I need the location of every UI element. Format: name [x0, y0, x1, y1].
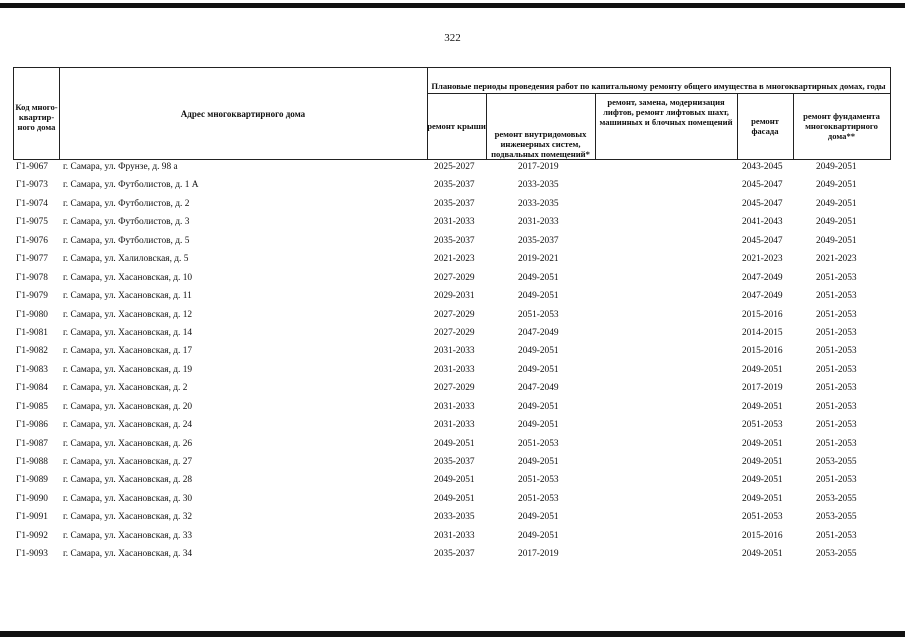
row-code: Г1-9081: [16, 327, 48, 338]
row-facade: 2041-2043: [742, 217, 783, 228]
row-engineering: 2049-2051: [518, 364, 559, 375]
row-address: г. Самара, ул. Хасановская, д. 20: [63, 401, 193, 412]
header-lifts: ремонт, замена, модернизация лифтов, ремонт лифтовых шахт, машинных и блочных помещений: [595, 93, 738, 160]
row-engineering: 2051-2053: [518, 475, 559, 486]
row-foundation: 2051-2053: [816, 291, 857, 302]
row-roof: 2031-2033: [434, 217, 475, 228]
header-engineering: ремонт внутридомовых инженерных систем, подвальных помещений*: [486, 93, 596, 160]
header-roof: ремонт крыши: [427, 93, 487, 160]
row-roof: 2027-2029: [434, 383, 475, 394]
row-code: Г1-9077: [16, 254, 48, 265]
row-roof: 2035-2037: [434, 235, 475, 246]
row-address: г. Самара, ул. Хасановская, д. 19: [63, 364, 193, 375]
row-facade: 2045-2047: [742, 180, 783, 191]
row-engineering: 2049-2051: [518, 530, 559, 541]
row-engineering: 2049-2051: [518, 401, 559, 412]
row-foundation: 2053-2055: [816, 457, 857, 467]
row-facade: 2049-2051: [742, 475, 783, 486]
row-roof: 2035-2037: [434, 198, 475, 209]
row-foundation: 2049-2051: [816, 162, 857, 172]
row-roof: 2033-2035: [434, 512, 475, 523]
row-roof: 2049-2051: [434, 438, 475, 449]
row-engineering: 2049-2051: [518, 272, 559, 283]
row-roof: 2025-2027: [434, 162, 475, 172]
top-border: [0, 3, 905, 8]
row-address: г. Самара, ул. Хасановская, д. 11: [63, 291, 192, 302]
table-row: [0, 344, 905, 362]
row-facade: 2017-2019: [742, 383, 783, 394]
row-engineering: 2035-2037: [518, 235, 559, 246]
row-roof: 2049-2051: [434, 493, 475, 504]
row-code: Г1-9091: [16, 512, 48, 523]
row-roof: 2031-2033: [434, 346, 475, 357]
table-row: [0, 252, 905, 270]
row-foundation: 2051-2053: [816, 346, 857, 357]
table-row: [0, 215, 905, 233]
row-foundation: 2051-2053: [816, 383, 857, 394]
row-code: Г1-9087: [16, 438, 48, 449]
row-roof: 2035-2037: [434, 457, 475, 467]
row-roof: 2021-2023: [434, 254, 475, 265]
row-address: г. Самара, ул. Футболистов, д. 2: [63, 198, 190, 209]
row-foundation: 2049-2051: [816, 180, 857, 191]
row-facade: 2051-2053: [742, 512, 783, 523]
header-facade: ремонт фасада: [737, 93, 794, 160]
row-address: г. Самара, ул. Фрунзе, д. 98 а: [63, 162, 178, 172]
row-foundation: 2051-2053: [816, 530, 857, 541]
row-engineering: 2051-2053: [518, 438, 559, 449]
row-address: г. Самара, ул. Хасановская, д. 14: [63, 327, 193, 338]
row-engineering: 2049-2051: [518, 291, 559, 302]
row-engineering: 2031-2033: [518, 217, 559, 228]
row-address: г. Самара, ул. Хасановская, д. 33: [63, 530, 193, 541]
row-roof: 2027-2029: [434, 327, 475, 338]
row-foundation: 2051-2053: [816, 401, 857, 412]
table-row: [0, 529, 905, 547]
row-engineering: 2033-2035: [518, 180, 559, 191]
row-facade: 2049-2051: [742, 493, 783, 504]
row-code: Г1-9082: [16, 346, 48, 357]
row-engineering: 2017-2019: [518, 549, 559, 560]
row-code: Г1-9084: [16, 383, 48, 394]
row-facade: 2015-2016: [742, 309, 783, 320]
row-address: г. Самара, ул. Хасановская, д. 34: [63, 549, 193, 560]
row-address: г. Самара, ул. Футболистов, д. 1 А: [63, 180, 199, 191]
row-code: Г1-9080: [16, 309, 48, 320]
table-body: [0, 160, 905, 566]
row-roof: 2035-2037: [434, 180, 475, 191]
row-code: Г1-9085: [16, 401, 48, 412]
row-engineering: 2049-2051: [518, 346, 559, 357]
table-row: [0, 400, 905, 418]
table-row: [0, 308, 905, 326]
row-address: г. Самара, ул. Халиловская, д. 5: [63, 254, 189, 265]
table-row: [0, 381, 905, 399]
row-code: Г1-9089: [16, 475, 48, 486]
row-engineering: 2047-2049: [518, 327, 559, 338]
row-roof: 2027-2029: [434, 272, 475, 283]
row-roof: 2031-2033: [434, 401, 475, 412]
table-row: [0, 197, 905, 215]
row-facade: 2043-2045: [742, 162, 783, 172]
row-foundation: 2053-2055: [816, 493, 857, 504]
table-row: [0, 363, 905, 381]
row-facade: 2014-2015: [742, 327, 783, 338]
table-row: [0, 437, 905, 455]
row-facade: 2049-2051: [742, 401, 783, 412]
row-code: Г1-9074: [16, 198, 48, 209]
row-code: Г1-9086: [16, 420, 48, 431]
table-row: [0, 326, 905, 344]
row-code: Г1-9092: [16, 530, 48, 541]
row-foundation: 2053-2055: [816, 549, 857, 560]
row-address: г. Самара, ул. Хасановская, д. 32: [63, 512, 193, 523]
row-code: Г1-9090: [16, 493, 48, 504]
row-roof: 2031-2033: [434, 420, 475, 431]
row-engineering: 2049-2051: [518, 420, 559, 431]
table-row: [0, 547, 905, 565]
row-engineering: 2033-2035: [518, 198, 559, 209]
row-facade: 2049-2051: [742, 438, 783, 449]
row-engineering: 2051-2053: [518, 309, 559, 320]
header-planned-periods: Плановые периоды проведения работ по капитальному ремонту общего имущества в многоквартирных домах, годы: [427, 67, 891, 94]
row-foundation: 2049-2051: [816, 235, 857, 246]
row-address: г. Самара, ул. Хасановская, д. 10: [63, 272, 193, 283]
header-foundation: ремонт фундамента многоквартирного дома**: [793, 93, 891, 160]
row-engineering: 2047-2049: [518, 383, 559, 394]
row-facade: 2045-2047: [742, 235, 783, 246]
table-row: [0, 289, 905, 307]
row-engineering: 2017-2019: [518, 162, 559, 172]
row-code: Г1-9078: [16, 272, 48, 283]
row-facade: 2047-2049: [742, 291, 783, 302]
header-address: Адрес многоквартирного дома: [59, 67, 428, 160]
row-foundation: 2053-2055: [816, 512, 857, 523]
row-code: Г1-9088: [16, 457, 48, 467]
row-roof: 2035-2037: [434, 549, 475, 560]
table-row: [0, 178, 905, 196]
table-row: [0, 455, 905, 473]
row-foundation: 2051-2053: [816, 364, 857, 375]
row-address: г. Самара, ул. Хасановская, д. 30: [63, 493, 193, 504]
row-foundation: 2051-2053: [816, 309, 857, 320]
table-row: [0, 418, 905, 436]
row-facade: 2015-2016: [742, 346, 783, 357]
row-address: г. Самара, ул. Хасановская, д. 24: [63, 420, 193, 431]
row-facade: 2049-2051: [742, 364, 783, 375]
row-foundation: 2049-2051: [816, 217, 857, 228]
row-code: Г1-9067: [16, 162, 48, 172]
row-address: г. Самара, ул. Футболистов, д. 5: [63, 235, 190, 246]
page-number: 322: [444, 32, 461, 44]
row-code: Г1-9093: [16, 549, 48, 560]
row-facade: 2049-2051: [742, 457, 783, 467]
row-address: г. Самара, ул. Футболистов, д. 3: [63, 217, 190, 228]
row-facade: 2047-2049: [742, 272, 783, 283]
header-code: Код много-квартир-ного дома: [13, 67, 60, 160]
row-address: г. Самара, ул. Хасановская, д. 27: [63, 457, 193, 467]
row-roof: 2029-2031: [434, 291, 475, 302]
row-code: Г1-9083: [16, 364, 48, 375]
row-engineering: 2019-2021: [518, 254, 559, 265]
row-facade: 2045-2047: [742, 198, 783, 209]
row-address: г. Самара, ул. Хасановская, д. 17: [63, 346, 193, 357]
row-roof: 2031-2033: [434, 530, 475, 541]
row-foundation: 2051-2053: [816, 475, 857, 486]
row-foundation: 2051-2053: [816, 327, 857, 338]
row-address: г. Самара, ул. Хасановская, д. 12: [63, 309, 193, 320]
row-facade: 2049-2051: [742, 549, 783, 560]
row-foundation: 2051-2053: [816, 438, 857, 449]
row-address: г. Самара, ул. Хасановская, д. 28: [63, 475, 193, 486]
table-row: [0, 510, 905, 528]
row-address: г. Самара, ул. Хасановская, д. 26: [63, 438, 193, 449]
row-foundation: 2021-2023: [816, 254, 857, 265]
table-row: [0, 234, 905, 252]
table-row: [0, 492, 905, 510]
row-engineering: 2049-2051: [518, 512, 559, 523]
row-address: г. Самара, ул. Хасановская, д. 2: [63, 383, 188, 394]
row-engineering: 2051-2053: [518, 493, 559, 504]
table-row: [0, 473, 905, 491]
row-roof: 2049-2051: [434, 475, 475, 486]
row-roof: 2031-2033: [434, 364, 475, 375]
row-facade: 2021-2023: [742, 254, 783, 265]
row-facade: 2051-2053: [742, 420, 783, 431]
table-row: [0, 271, 905, 289]
row-code: Г1-9076: [16, 235, 48, 246]
row-facade: 2015-2016: [742, 530, 783, 541]
table-row: [0, 160, 905, 178]
row-engineering: 2049-2051: [518, 457, 559, 467]
row-code: Г1-9075: [16, 217, 48, 228]
row-code: Г1-9079: [16, 291, 48, 302]
row-foundation: 2049-2051: [816, 198, 857, 209]
bottom-border: [0, 631, 905, 637]
row-foundation: 2051-2053: [816, 420, 857, 431]
row-roof: 2027-2029: [434, 309, 475, 320]
row-code: Г1-9073: [16, 180, 48, 191]
row-foundation: 2051-2053: [816, 272, 857, 283]
